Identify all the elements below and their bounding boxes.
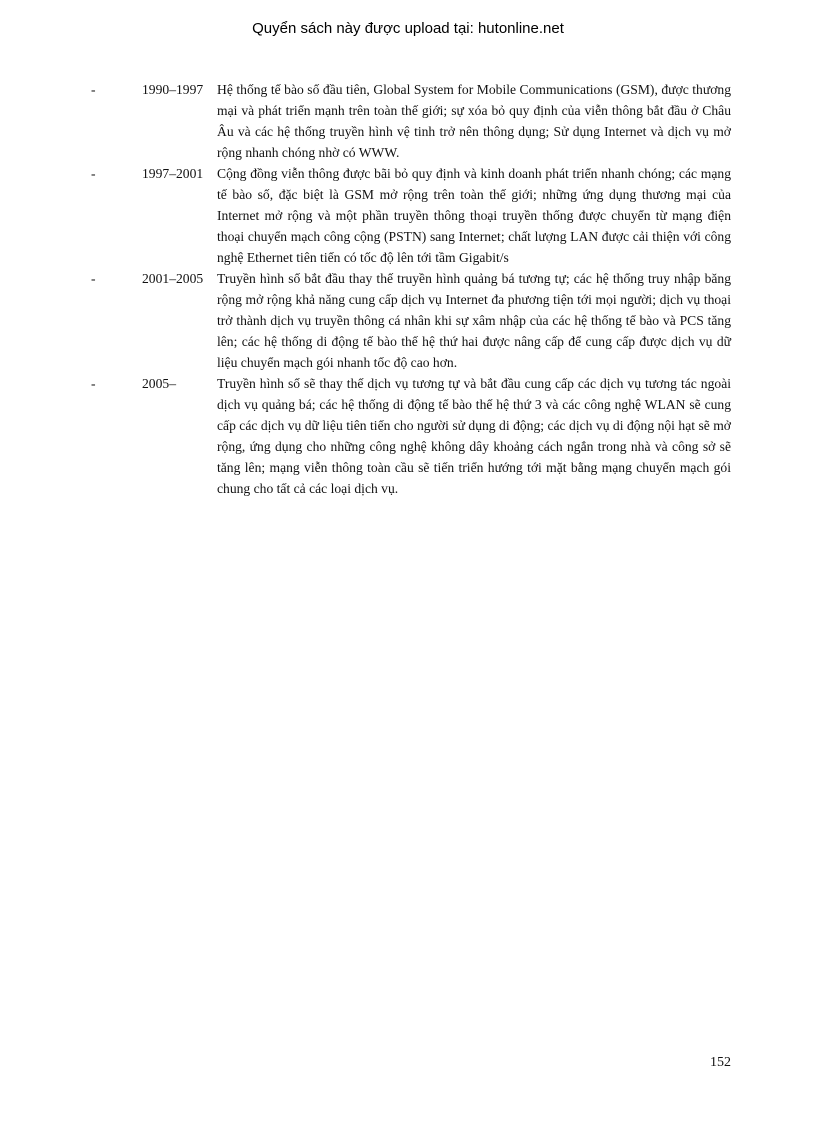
- entry-body: [142, 163, 731, 268]
- entry-text: Truyền hình số sẽ thay thế dịch vụ tương tự và bắt đầu cung cấp các dịch vụ tương tác ngoài dịch vụ quảng bá; các hệ thống di động tế bào thế hệ thứ 3 và các công nghệ WLAN sẽ cung cấp các dịch vụ dữ liệu tiên tiến cho người sử dụng di động; các dịch vụ di động nội hạt sẽ mở rộng, ứng dụng cho những công nghệ không dây khoảng cách ngắn trong nhà và công sở sẽ tăng lên; mạng viễn thông toàn cầu sẽ tiến triển hướng tới mặt bằng mạng chuyển mạch gói chung cho tất cả các loại dịch vụ.: [217, 376, 731, 496]
- list-bullet: -: [91, 82, 96, 97]
- header-text: Quyển sách này được upload tại: hutonline.net: [252, 20, 564, 37]
- timeline-entry: [0, 268, 816, 373]
- timeline-entry: [0, 163, 816, 268]
- list-bullet: -: [91, 376, 96, 391]
- page-header: [0, 20, 816, 37]
- entry-body: [142, 79, 731, 163]
- list-bullet: -: [91, 271, 96, 286]
- entry-body: [142, 268, 731, 373]
- entry-text: Truyền hình số bắt đầu thay thế truyền hình quảng bá tương tự; các hệ thống truy nhập băng rộng mở rộng khả năng cung cấp dịch vụ Internet đa phương tiện tới mọi người; dịch vụ thoại trở thành dịch vụ truyền thông cá nhân khi sự xâm nhập của các hệ thống tế bào và PCS tăng lên; các hệ thống di động tế bào thế hệ thứ hai được nâng cấp để cung cấp được dịch vụ dữ liệu chuyển mạch gói nhanh tốc độ cao hơn.: [217, 271, 731, 370]
- entry-period: 2001–2005: [142, 271, 204, 286]
- list-bullet: -: [91, 166, 96, 181]
- page-number: 152: [710, 1055, 731, 1070]
- entry-period: 1997–2001: [142, 166, 204, 181]
- entry-period: 2005–: [142, 376, 176, 391]
- entry-text: Cộng đồng viễn thông được bãi bỏ quy định và kinh doanh phát triển nhanh chóng; các mạng tế bào số, đặc biệt là GSM mở rộng trên toàn thế giới; những ứng dụng thương mại của Internet mở rộng và một phần truyền thông thoại truyền thống được chuyển từ mạng điện thoại chuyển mạch công cộng (PSTN) sang Internet; chất lượng LAN được cải thiện với công nghệ Ethernet tiên tiến có tốc độ lên tới tầm Gigabit/s: [217, 166, 731, 265]
- entry-body: [142, 373, 731, 499]
- timeline-list: [0, 79, 816, 499]
- entry-period: 1990–1997: [142, 82, 204, 97]
- timeline-entry: [0, 79, 816, 163]
- entry-text: Hệ thống tế bào số đầu tiên, Global System for Mobile Communications (GSM), được thương mại và phát triển mạnh trên toàn thế giới; sự xóa bỏ quy định của viễn thông bắt đầu ở Châu Âu và các hệ thống truyền hình vệ tinh trở nên thông dụng; Sử dụng Internet và dịch vụ mở rộng nhanh chóng nhờ có WWW.: [217, 82, 731, 160]
- timeline-entry: [0, 373, 816, 499]
